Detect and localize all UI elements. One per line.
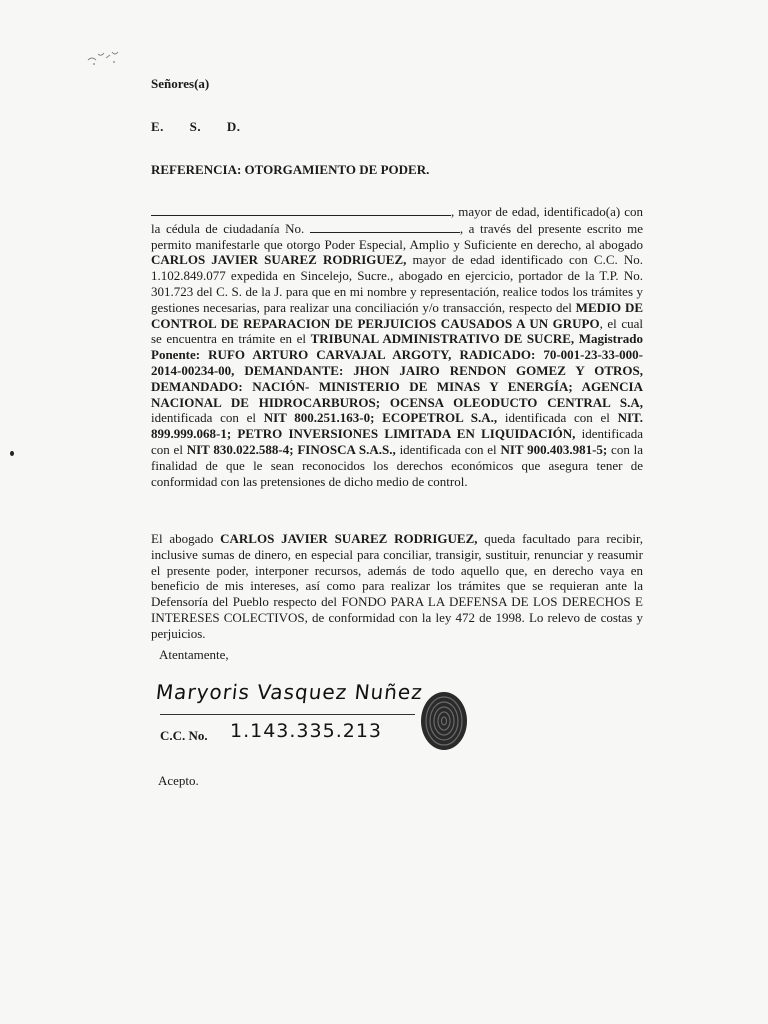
paragraph-segment: identificada con el (395, 441, 501, 457)
signature-line (160, 714, 415, 715)
cc-label: C.C. No. (160, 728, 208, 743)
esd-line: E. S. D. (151, 119, 241, 134)
closing: Atentamente, (159, 647, 229, 662)
name-blank-line (151, 203, 451, 216)
reference-line: REFERENCIA: OTORGAMIENTO DE PODER. (151, 162, 430, 177)
paragraph-segment: , el cual se encuentra en trámite en el (151, 315, 643, 347)
cc-number-handwritten: 1.143.335.213 (230, 720, 383, 742)
paragraph-segment: con la finalidad de que le sean reconocidos los derechos económicos que asegura tener de conformidad con las pretensiones de dicho medio de control. (151, 441, 643, 489)
paragraph-segment: identificada con el (151, 410, 264, 426)
paragraph-segment-bold: CARLOS JAVIER SUAREZ RODRIGUEZ, (151, 252, 407, 268)
paragraph-facultades (151, 531, 643, 642)
acceptance-line: Acepto. (158, 773, 199, 788)
scan-artifact-icon (84, 44, 124, 70)
paragraph-segment-bold: TRIBUNAL ADMINISTRATIVO DE SUCRE, Magistrado Ponente: RUFO ARTURO CARVAJAL ARGOTY, RADICADO: 70-001-23-33-000-2014-00234-00, DEMANDANTE: JHON JAIRO RENDON GOMEZ Y OTROS, DEMANDADO: NACIÓN- MINISTERIO DE MINAS Y ENERGÍA; AGENCIA NACIONAL DE HIDROCARBUROS; OCENSA OLEODUCTO CENTRAL S.A, (151, 331, 643, 410)
margin-mark (10, 451, 14, 456)
paragraph-segment-bold: NIT 800.251.163-0; ECOPETROL S.A., (263, 410, 498, 426)
paragraph-segment-bold: NIT 830.022.588-4; FINOSCA S.A.S., (186, 441, 396, 457)
salutation: Señores(a) (151, 76, 210, 91)
paragraph-segment-bold: NIT 900.403.981-5; (500, 441, 608, 457)
paragraph-segment: mayor de edad identificado con C.C. No. 1.102.849.077 expedida en Sincelejo, Sucre., abogado en ejercicio, portador de la T.P. No. 301.723 del C. S. de la J. para que en mi nombre y representación, realice todos los trámites y gestiones necesarias, para realizar una conciliación y/o transacción, respecto del (151, 252, 644, 315)
fingerprint-icon (418, 690, 470, 752)
paragraph-segment: , a través del presente escrito me permito manifestarle que otorgo Poder Especial, Amplio y Suficiente en derecho, al abogado (151, 220, 643, 252)
paragraph-segment-bold: CARLOS JAVIER SUAREZ RODRIGUEZ, (220, 531, 478, 546)
paragraph-segment: identificada con el (497, 410, 618, 426)
paragraph-poder (151, 203, 643, 489)
id-blank-line (310, 220, 460, 233)
handwritten-signature: Maryoris Vasquez Nuñez (154, 680, 425, 704)
paragraph-segment: queda facultado para recibir, inclusive sumas de dinero, en especial para conciliar, transigir, sustituir, renunciar y reasumir el presente poder, interponer recursos, además de todo aquello que, en derecho vaya en beneficio de mis intereses, así como para realizar los trámites que se requieran ante la Defensoría del Pueblo respecto del FONDO PARA LA DEFENSA DE LOS DERECHOS E INTERESES COLECTIVOS, de conformidad con la ley 472 de 1998. Lo relevo de costas y perjuicios. (151, 531, 644, 641)
paragraph-segment: El abogado (151, 531, 221, 546)
paragraph-segment: , mayor de edad, identificado(a) con la cédula de ciudadanía No. (151, 204, 643, 236)
paragraph-segment-bold: MEDIO DE CONTROL DE REPARACION DE PERJUICIOS CAUSADOS A UN GRUPO (151, 299, 644, 331)
paragraph-segment: identificada con el (151, 426, 643, 457)
paragraph-segment-bold: NIT. 899.999.068-1; PETRO INVERSIONES LIMITADA EN LIQUIDACIÓN, (151, 410, 643, 442)
